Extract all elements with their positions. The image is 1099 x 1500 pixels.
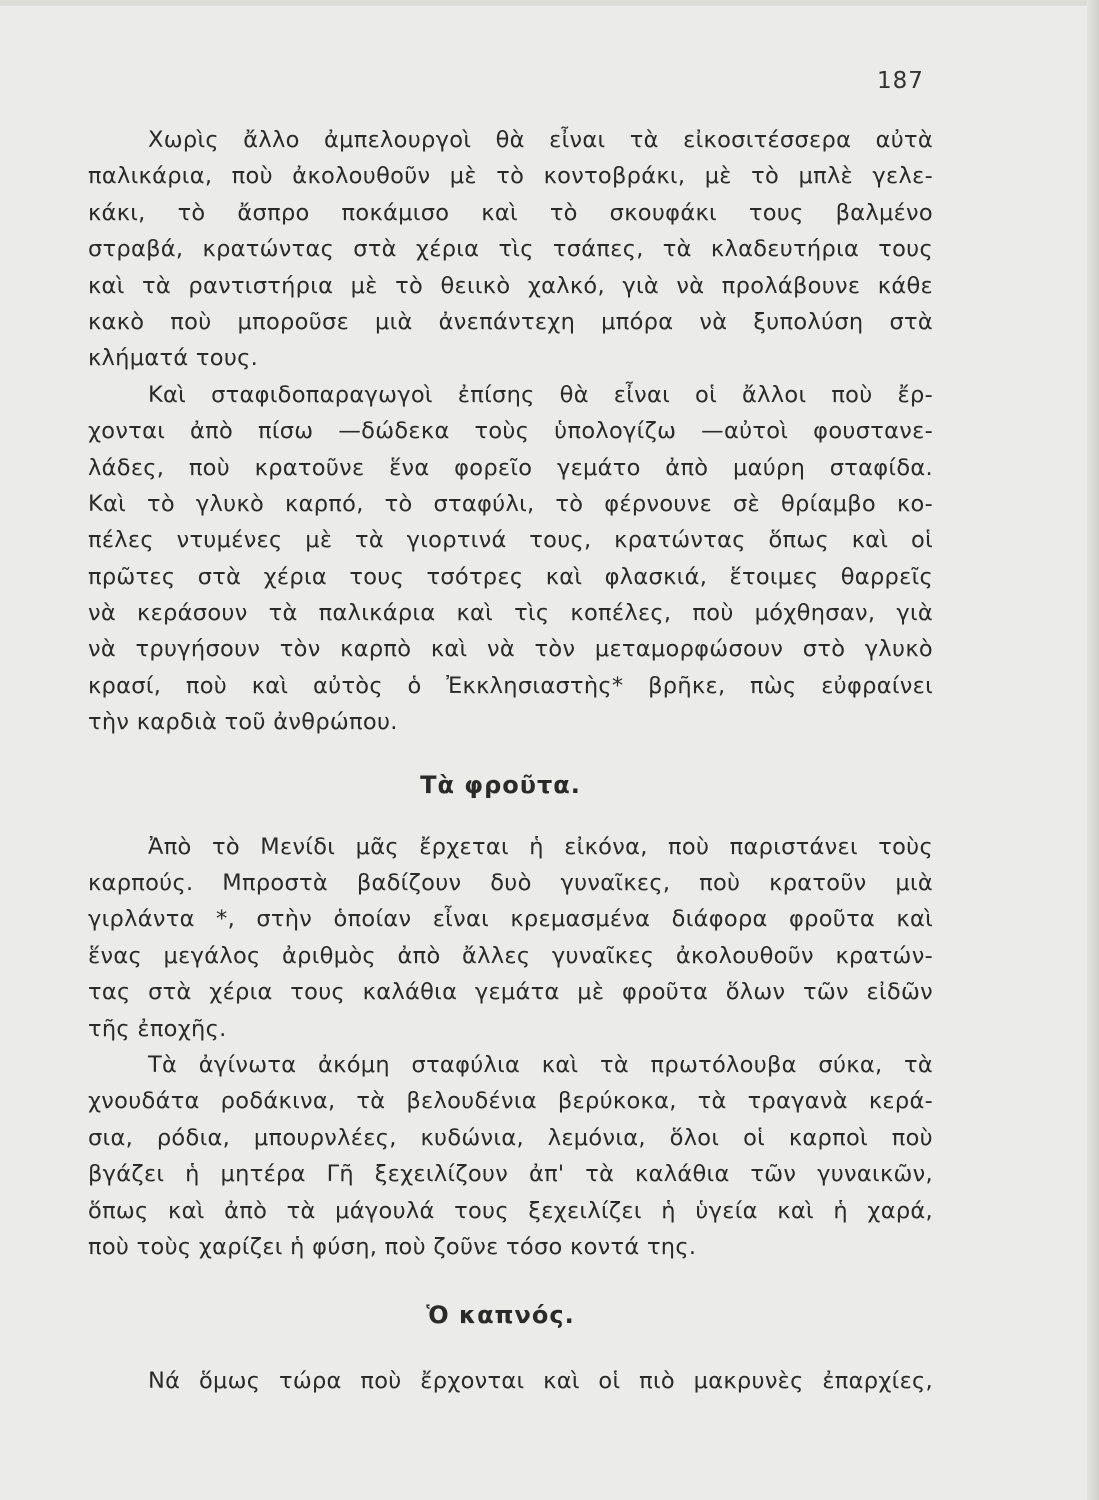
text-line: παλικάρια, ποὺ ἀκολουθοῦν μὲ τὸ κοντοβράκι, μὲ τὸ μπλὲ γελε- xyxy=(88,163,933,190)
text-line: τὴν καρδιὰ τοῦ ἀνθρώπου. xyxy=(88,709,398,736)
body-text xyxy=(88,122,933,1400)
page-spine-shadow xyxy=(1087,0,1099,1500)
text-line: καὶ τὰ ραντιστήρια μὲ τὸ θειικὸ χαλκό, γιὰ νὰ προλάβουνε κάθε xyxy=(88,272,933,299)
text-line: βγάζει ἡ μητέρα Γῆ ξεχειλίζουν ἀπ' τὰ καλάθια τῶν γυναικῶν, xyxy=(88,1161,933,1188)
page-number: 187 xyxy=(877,68,924,94)
text-line: Νά ὅμως τώρα ποὺ ἔρχονται καὶ οἱ πιὸ μακρυνὲς ἐπαρχίες, xyxy=(148,1368,933,1395)
text-line: κακὸ ποὺ μποροῦσε μιὰ ἀνεπάντεχη μπόρα νὰ ξυπολύση στὰ xyxy=(88,308,933,335)
text-line: πρῶτες στὰ χέρια τους τσότρες καὶ φλασκιά, ἕτοιμες θαρρεῖς xyxy=(88,563,933,590)
text-line: λάδες, ποὺ κρατοῦνε ἕνα φορεῖο γεμάτο ἀπὸ μαύρη σταφίδα. xyxy=(88,454,933,481)
text-line: ὅπως καὶ ἀπὸ τὰ μάγουλά τους ξεχειλίζει ἡ ὑγεία καὶ ἡ χαρά, xyxy=(88,1197,933,1224)
text-line: Ἀπὸ τὸ Μενίδι μᾶς ἔρχεται ἡ εἰκόνα, ποὺ παριστάνει τοὺς xyxy=(148,833,933,860)
text-line: χονται ἀπὸ πίσω —δώδεκα τοὺς ὑπολογίζω —αὐτοὶ φουστανε- xyxy=(88,418,933,445)
paragraph xyxy=(88,377,933,741)
text-line: σια, ρόδια, μπουρνλέες, κυδώνια, λεμόνια, ὅλοι οἱ καρποὶ ποὺ xyxy=(88,1124,933,1151)
text-line: χνουδάτα ροδάκινα, τὰ βελουδένια βερύκοκα, τὰ τραγανὰ κερά- xyxy=(88,1088,933,1115)
text-line: Καὶ τὸ γλυκὸ καρπό, τὸ σταφύλι, τὸ φέρνουνε σὲ θρίαμβο κο- xyxy=(88,490,933,517)
paragraph xyxy=(88,1363,933,1399)
section-heading-tobacco: Ὁ καπνός. xyxy=(426,1301,575,1330)
text-line: τῆς ἐποχῆς. xyxy=(88,1015,227,1042)
text-line: νὰ τρυγήσουν τὸν καρπὸ καὶ νὰ τὸν μεταμορφώσουν στὸ γλυκὸ xyxy=(88,636,933,663)
text-line: Χωρὶς ἄλλο ἀμπελουργοὶ θὰ εἶναι τὰ εἰκοσιτέσσερα αὐτὰ xyxy=(148,127,933,153)
section-heading-fruits: Τὰ φροῦτα. xyxy=(420,770,581,799)
text-line: τας στὰ χέρια τους καλάθια γεμάτα μὲ φροῦτα ὅλων τῶν εἰδῶν xyxy=(88,979,933,1006)
text-line: ποὺ τοὺς χαρίζει ἡ φύση, ποὺ ζοῦνε τόσο κοντά της. xyxy=(88,1233,697,1260)
text-line: κάκι, τὸ ἄσπρο ποκάμισο καὶ τὸ σκουφάκι τους βαλμένο xyxy=(88,199,933,226)
text-line: πέλες ντυμένες μὲ τὰ γιορτινά τους, κρατώντας ὅπως καὶ οἱ xyxy=(88,527,933,554)
text-line: Καὶ σταφιδοπαραγωγοὶ ἐπίσης θὰ εἶναι οἱ ἄλλοι ποὺ ἔρ- xyxy=(148,381,933,408)
text-line: στραβά, κρατώντας στὰ χέρια τὶς τσάπες, τὰ κλαδευτήρια τους xyxy=(88,236,933,263)
paragraph xyxy=(88,122,933,377)
text-line: κρασί, ποὺ καὶ αὐτὸς ὁ Ἐκκλησιαστὴς* βρῆκε, πὼς εὐφραίνει xyxy=(88,672,933,699)
text-line: κλήματά τους. xyxy=(88,345,259,372)
page-top-edge xyxy=(0,0,1099,6)
text-line: καρπούς. Μπροστὰ βαδίζουν δυὸ γυναῖκες, ποὺ κρατοῦν μιὰ xyxy=(88,870,933,897)
text-line: νὰ κεράσουν τὰ παλικάρια καὶ τὶς κοπέλες, ποὺ μόχθησαν, γιὰ xyxy=(88,600,933,627)
text-line: γιρλάντα *, στὴν ὁποίαν εἶναι κρεμασμένα διάφορα φροῦτα καὶ xyxy=(88,906,933,933)
paragraph xyxy=(88,829,933,1047)
text-line: ἕνας μεγάλος ἀριθμὸς ἀπὸ ἄλλες γυναῖκες ἀκολουθοῦν κρατών- xyxy=(88,942,933,969)
text-line: Τὰ ἀγίνωτα ἀκόμη σταφύλια καὶ τὰ πρωτόλουβα σύκα, τὰ xyxy=(148,1051,933,1078)
paragraph xyxy=(88,1047,933,1265)
